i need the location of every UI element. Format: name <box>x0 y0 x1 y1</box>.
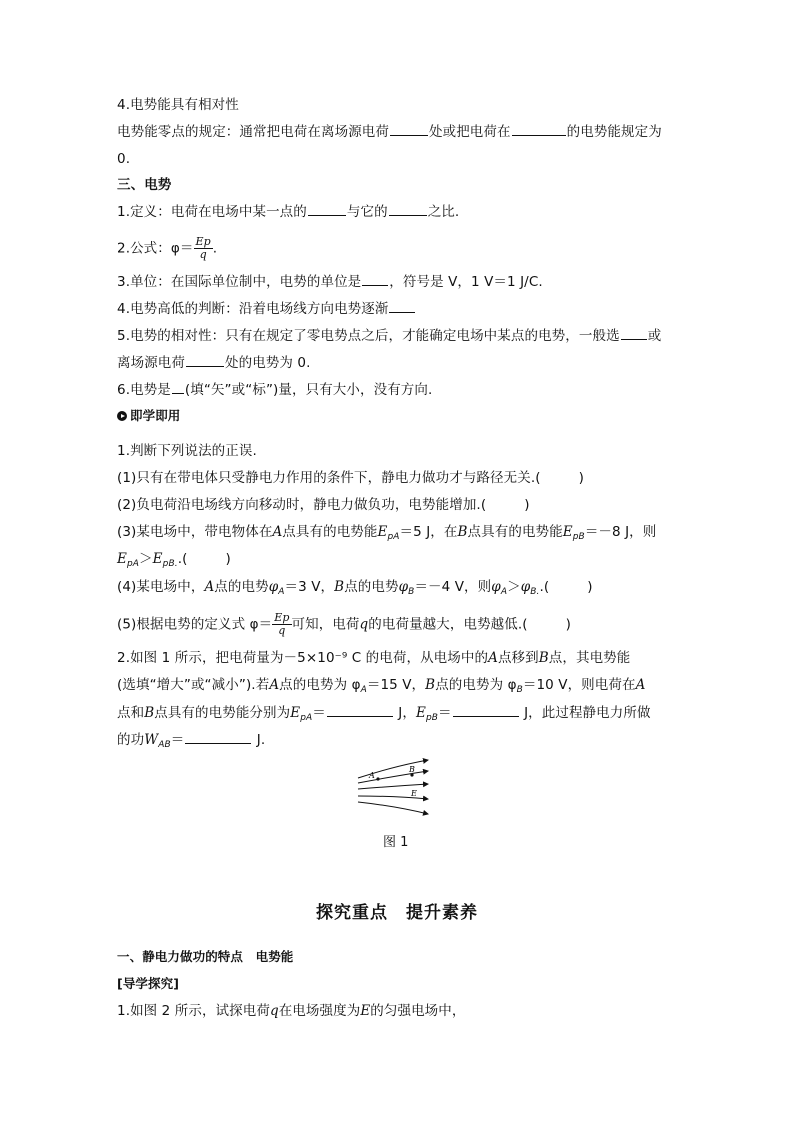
text: 2.如图 1 所示，把电荷量为－5×10⁻⁹ C 的电荷，从电场中的 <box>117 650 489 666</box>
text: 点的电势为 φ <box>279 677 361 693</box>
section-heading <box>117 175 171 195</box>
text: 2.公式：φ＝ <box>117 240 194 257</box>
text: 的电荷量越大，电势越低.( <box>368 616 528 633</box>
text: 之比. <box>427 204 460 220</box>
text: ) <box>578 470 584 486</box>
text: 三、电势 <box>117 177 172 193</box>
subscript: AB <box>158 740 171 750</box>
text: φ <box>398 579 409 595</box>
text: 点具有的电势能分别为 <box>154 705 291 721</box>
text-line <box>117 122 662 142</box>
text: ＝ <box>170 732 185 748</box>
text: 或 <box>647 328 662 344</box>
text: 电势能零点的规定：通常把电荷在离场源电荷 <box>117 124 389 140</box>
text: ＝－8 J，则 <box>584 524 657 540</box>
text: E <box>562 524 573 540</box>
text: ＝10 V，则电荷在 <box>522 677 636 693</box>
text: 在电场强度为 <box>278 1003 361 1019</box>
subscript: A <box>360 685 367 695</box>
text: 0. <box>117 151 131 167</box>
text-line <box>117 380 432 400</box>
fill-blank <box>390 123 428 136</box>
subscript: A <box>278 587 285 597</box>
question-line <box>117 675 645 700</box>
subsection-heading <box>117 947 293 967</box>
text: 3.单位：在国际单位制中，电势的单位是 <box>117 274 362 290</box>
text: 1.定义：电荷在电场中某一点的 <box>117 204 307 220</box>
text: ＝－4 V，则 <box>414 579 492 595</box>
text: 6.电势是 <box>117 382 171 398</box>
text: φ <box>268 579 279 595</box>
text: 点的电势为 φ <box>435 677 517 693</box>
text: E <box>117 551 127 567</box>
text: B <box>334 579 345 595</box>
text-line <box>117 353 310 373</box>
text: ) <box>524 497 530 513</box>
fill-blank <box>186 354 224 367</box>
text: (2)负电荷沿电场线方向移动时，静电力做负功，电势能增加.( <box>117 497 487 513</box>
text: B <box>144 705 155 721</box>
text: 的电势能规定为 <box>566 124 662 140</box>
subscript: pA <box>126 559 140 569</box>
text: 处或把电荷在 <box>429 124 511 140</box>
question-line <box>117 549 231 574</box>
text: 点具有的电势能 <box>282 524 378 540</box>
text: 点和 <box>117 705 145 721</box>
label-a: A <box>369 771 375 780</box>
subscript: A <box>500 587 508 597</box>
denominator: q <box>278 624 286 637</box>
text: φ <box>520 579 531 595</box>
field-lines-figure <box>355 756 445 820</box>
text: A <box>635 677 646 693</box>
label-e: E <box>411 789 417 798</box>
text: A <box>488 650 498 666</box>
question-line <box>117 612 571 637</box>
text: A <box>204 579 215 595</box>
text: ) <box>225 551 231 567</box>
subscript: pB <box>425 713 439 723</box>
text: 点移到 <box>497 650 539 666</box>
text: W <box>144 732 159 748</box>
text: ) <box>565 616 571 633</box>
text: 1.如图 2 所示，试探电荷 <box>117 1003 270 1019</box>
subscript: pB <box>572 532 585 542</box>
fill-blank <box>327 704 393 717</box>
text: B <box>425 677 436 693</box>
text: [导学探究] <box>117 976 180 991</box>
text: B <box>538 650 549 666</box>
text: 处的电势为 0. <box>225 355 311 371</box>
text: (选填“增大”或“减小”).若 <box>117 677 270 693</box>
text: 离场源电荷 <box>117 355 185 371</box>
question-line <box>117 577 593 602</box>
text: ＞ <box>507 579 521 595</box>
question-line <box>117 703 651 728</box>
text: J. <box>256 732 266 748</box>
text: ＞ <box>139 551 153 567</box>
subscript: pA <box>300 713 313 723</box>
formula-line <box>117 236 217 261</box>
text-line <box>117 441 257 461</box>
figure-caption: 图 1 <box>383 835 409 850</box>
text: q <box>359 616 369 633</box>
text: E <box>152 551 163 567</box>
text: (1)只有在带电体只受静电力作用的条件下，静电力做功才与路径无关.( <box>117 470 541 486</box>
text: 点的电势 <box>214 579 269 595</box>
text: 4.电势能具有相对性 <box>117 97 239 113</box>
practice-heading <box>117 406 180 426</box>
text: . <box>212 240 218 257</box>
text: 的匀强电场中， <box>370 1003 466 1019</box>
text: ＝15 V， <box>366 677 426 693</box>
text: ＝ <box>438 705 452 721</box>
text: (4)某电场中， <box>117 579 205 595</box>
question-line <box>117 730 265 755</box>
text: .( <box>539 579 550 595</box>
subscript: B. <box>530 587 540 597</box>
fraction <box>194 236 213 261</box>
text: 的功 <box>117 732 145 748</box>
text: .( <box>177 551 188 567</box>
text-line <box>117 299 416 319</box>
text: J， <box>398 705 416 721</box>
text: 可知，电荷 <box>291 616 360 633</box>
fill-blank <box>389 203 427 216</box>
fill-blank <box>453 704 519 717</box>
text: 点的电势 <box>344 579 399 595</box>
text: 点具有的电势能 <box>467 524 563 540</box>
text: E <box>290 705 301 721</box>
fill-blank <box>308 203 346 216</box>
text-line <box>117 272 543 292</box>
text: 5.电势的相对性：只有在规定了零电势点之后，才能确定电场中某点的电势，一般选 <box>117 328 620 344</box>
text: E <box>377 524 388 540</box>
text-line <box>117 202 459 222</box>
question-line <box>117 468 584 488</box>
text: ＝ <box>312 705 326 721</box>
text: B <box>457 524 468 540</box>
text: A <box>269 677 280 693</box>
text: A <box>272 524 283 540</box>
text: ＝3 V， <box>284 579 335 595</box>
fill-blank <box>512 123 566 136</box>
text: E <box>415 705 426 721</box>
text: (3)某电场中，带电物体在 <box>117 524 273 540</box>
text-line <box>117 95 239 115</box>
text: q <box>269 1003 279 1019</box>
numerator: Ep <box>274 611 290 624</box>
fill-blank <box>389 300 415 313</box>
section-title: 探究重点 提升素养 <box>316 903 478 923</box>
subscript: B <box>408 587 415 597</box>
text: φ <box>491 579 501 595</box>
subscript: pA <box>387 532 400 542</box>
fraction <box>272 612 291 637</box>
text: 即学即用 <box>130 408 181 423</box>
text: ) <box>587 579 593 595</box>
fill-blank <box>362 273 388 286</box>
text-line <box>117 1001 465 1021</box>
numerator: Ep <box>195 235 211 248</box>
point-a <box>376 777 379 780</box>
question-line <box>117 495 530 515</box>
field-line <box>358 796 428 799</box>
subsection-heading <box>117 974 179 994</box>
text: 一、静电力做功的特点 电势能 <box>117 949 294 964</box>
fill-blank <box>172 381 184 394</box>
fill-blank <box>185 731 251 744</box>
play-bullet-icon <box>117 411 127 421</box>
question-line <box>117 648 630 668</box>
text: 4.电势高低的判断：沿着电场线方向电势逐渐 <box>117 301 389 317</box>
text: (填“矢”或“标”)量，只有大小，没有方向. <box>184 382 433 398</box>
text: 点，其电势能 <box>548 650 631 666</box>
text: J，此过程静电力所做 <box>524 705 651 721</box>
text: (5)根据电势的定义式 φ＝ <box>117 616 273 633</box>
text: E <box>360 1003 371 1019</box>
subscript: pB. <box>162 559 178 569</box>
label-b: B <box>409 765 415 774</box>
text-line <box>117 149 130 169</box>
question-line <box>117 522 656 547</box>
field-line <box>358 784 428 789</box>
text: ，符号是 V，1 V＝1 J/C. <box>389 274 543 290</box>
text-line <box>117 326 661 346</box>
fill-blank <box>621 327 647 340</box>
text: ＝5 J，在 <box>399 524 458 540</box>
text: 与它的 <box>346 204 388 220</box>
subscript: B <box>516 685 523 695</box>
field-line <box>358 802 428 814</box>
denominator: q <box>199 248 207 261</box>
text: 1.判断下列说法的正误. <box>117 443 257 459</box>
